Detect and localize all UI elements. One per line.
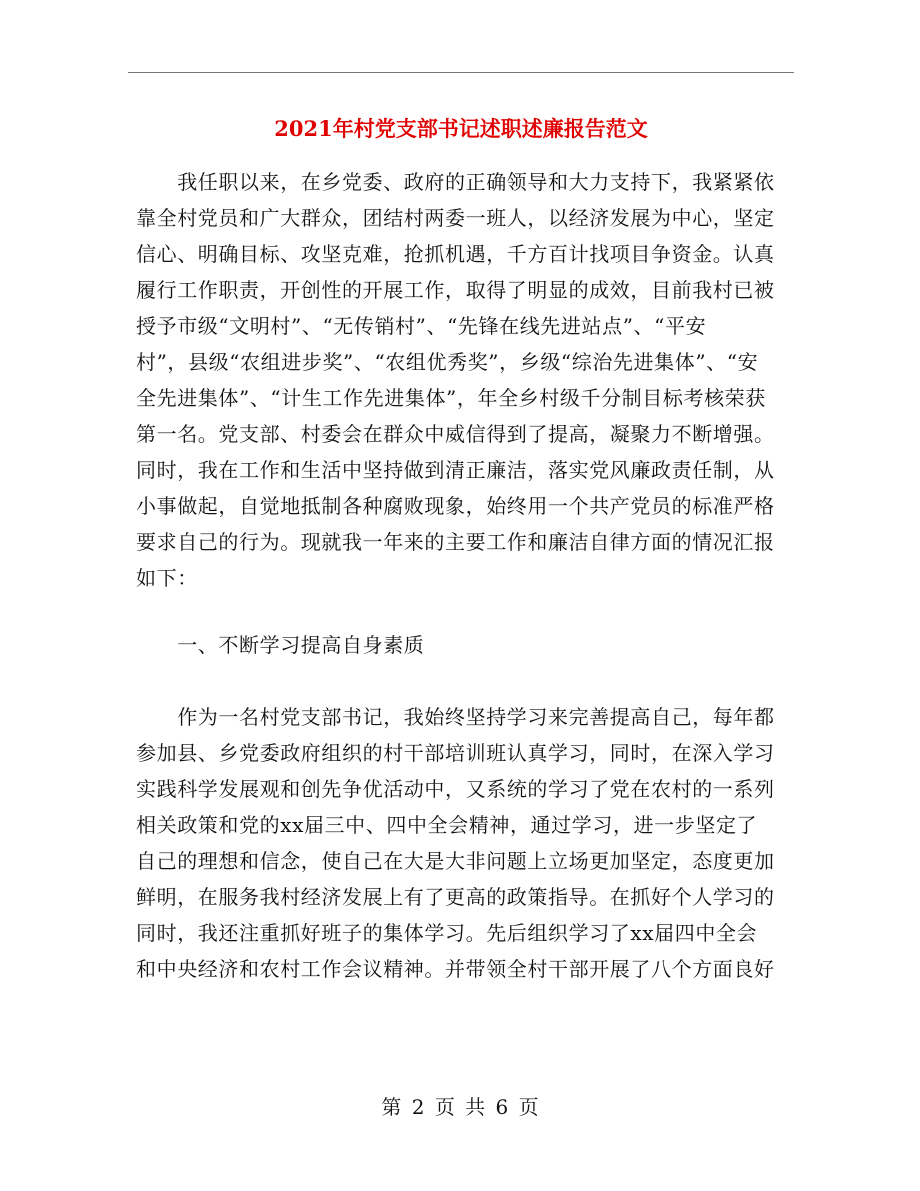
body-line: 靠全村党员和广大群众，团结村两委一班人，以经济发展为中心，坚定 bbox=[136, 206, 775, 230]
body-line: 要求自己的行为。现就我一年来的主要工作和廉洁自律方面的情况汇报 bbox=[136, 530, 775, 554]
header-rule bbox=[128, 72, 794, 73]
body-line: 如下： bbox=[136, 566, 198, 590]
body-line: 鲜明，在服务我村经济发展上有了更高的政策指导。在抓好个人学习的 bbox=[136, 885, 775, 909]
section-heading: 一、不断学习提高自身素质 bbox=[136, 633, 425, 657]
body-line: 同时，我在工作和生活中坚持做到清正廉洁，落实党风廉政责任制，从 bbox=[136, 458, 775, 482]
body-line: 参加县、乡党委政府组织的村干部培训班认真学习，同时，在深入学习 bbox=[136, 741, 775, 765]
body-line: 信心、明确目标、攻坚克难，抢抓机遇，千方百计找项目争资金。认真 bbox=[136, 242, 775, 266]
document-title: 2021年村党支部书记述职述廉报告范文 bbox=[274, 116, 648, 141]
page-number-footer: 第 2 页 共 6 页 bbox=[381, 1095, 541, 1119]
body-line: 村”，县级“农组进步奖”、“农组优秀奖”，乡级“综治先进集体”、“安 bbox=[136, 350, 759, 374]
body-line: 同时，我还注重抓好班子的集体学习。先后组织学习了xx届四中全会 bbox=[136, 921, 758, 945]
body-line: 作为一名村党支部书记，我始终坚持学习来完善提高自己，每年都 bbox=[136, 705, 775, 729]
body-line: 全先进集体”、“计生工作先进集体”，年全乡村级千分制目标考核荣获 bbox=[136, 386, 766, 410]
body-line: 自己的理想和信念，使自己在大是大非问题上立场更加坚定，态度更加 bbox=[136, 849, 775, 873]
body-line: 实践科学发展观和创先争优活动中，又系统的学习了党在农村的一系列 bbox=[136, 777, 775, 801]
body-line: 第一名。党支部、村委会在群众中威信得到了提高，凝聚力不断增强。 bbox=[136, 422, 775, 446]
body-line: 履行工作职责，开创性的开展工作，取得了明显的成效，目前我村已被 bbox=[136, 278, 775, 302]
body-line: 小事做起，自觉地抵制各种腐败现象，始终用一个共产党员的标准严格 bbox=[136, 494, 775, 518]
body-line: 相关政策和党的xx届三中、四中全会精神，通过学习，进一步坚定了 bbox=[136, 813, 758, 837]
body-line: 和中央经济和农村工作会议精神。并带领全村干部开展了八个方面良好 bbox=[136, 957, 775, 981]
body-line: 我任职以来，在乡党委、政府的正确领导和大力支持下，我紧紧依 bbox=[136, 170, 775, 194]
body-line: 授予市级“文明村”、“无传销村”、“先锋在线先进站点”、“平安 bbox=[136, 314, 707, 338]
